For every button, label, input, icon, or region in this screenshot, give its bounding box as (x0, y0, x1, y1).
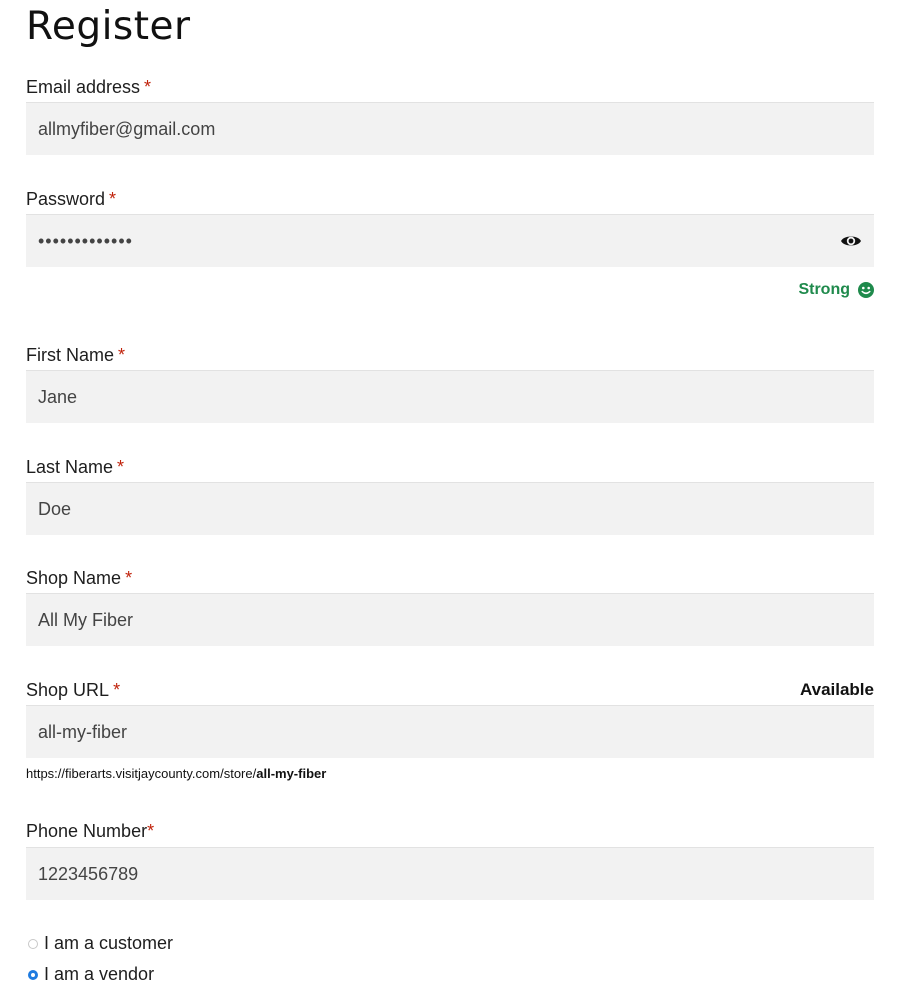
first-name-label (26, 345, 125, 366)
required-mark: * (144, 77, 152, 97)
password-field-container (26, 214, 874, 267)
customer-radio[interactable] (28, 939, 38, 949)
page-title: Register (26, 4, 191, 49)
shop-name-field[interactable] (26, 594, 874, 646)
shop-url-availability: Available (799, 680, 874, 699)
email-field-container (26, 102, 874, 155)
eye-icon[interactable] (840, 231, 862, 251)
email-field[interactable] (26, 103, 874, 155)
phone-label-text: Phone Number (26, 821, 148, 841)
email-label (26, 77, 151, 98)
vendor-radio-label: I am a vendor (44, 964, 155, 984)
shop-name-label-text: Shop Name (26, 568, 122, 588)
last-name-field[interactable] (26, 483, 874, 535)
phone-field[interactable] (26, 848, 874, 900)
phone-field-container (26, 847, 874, 900)
required-mark: * (117, 457, 125, 477)
shop-url-field[interactable] (26, 706, 874, 758)
last-name-label (26, 457, 124, 478)
email-label-text: Email address (26, 77, 141, 97)
shop-url-preview-slug: all-my-fiber (256, 766, 327, 781)
role-option-vendor[interactable] (28, 964, 154, 985)
required-mark: * (125, 568, 133, 588)
required-mark: * (118, 345, 126, 365)
shop-url-preview (26, 766, 326, 781)
last-name-field-container (26, 482, 874, 535)
first-name-field[interactable] (26, 371, 874, 423)
required-mark: * (147, 821, 155, 841)
vendor-radio[interactable] (28, 970, 38, 980)
last-name-label-text: Last Name (26, 457, 114, 477)
shop-name-field-container (26, 593, 874, 646)
phone-label (26, 821, 154, 842)
customer-radio-label: I am a customer (44, 933, 174, 953)
required-mark: * (109, 189, 117, 209)
required-mark: * (113, 680, 121, 700)
first-name-field-container (26, 370, 874, 423)
shop-name-label (26, 568, 132, 589)
role-option-customer[interactable] (28, 933, 173, 954)
first-name-label-text: First Name (26, 345, 115, 365)
password-label-text: Password (26, 189, 106, 209)
shop-url-field-container (26, 705, 874, 758)
shop-url-preview-prefix: https://fiberarts.visitjaycounty.com/store/ (26, 766, 257, 781)
password-field[interactable] (26, 215, 874, 267)
password-strength-indicator (798, 281, 874, 299)
password-label (26, 189, 116, 210)
password-strength-label: Strong (798, 281, 850, 298)
shop-url-label-text: Shop URL (26, 680, 110, 700)
smile-icon (858, 282, 874, 298)
shop-url-label (26, 680, 120, 701)
